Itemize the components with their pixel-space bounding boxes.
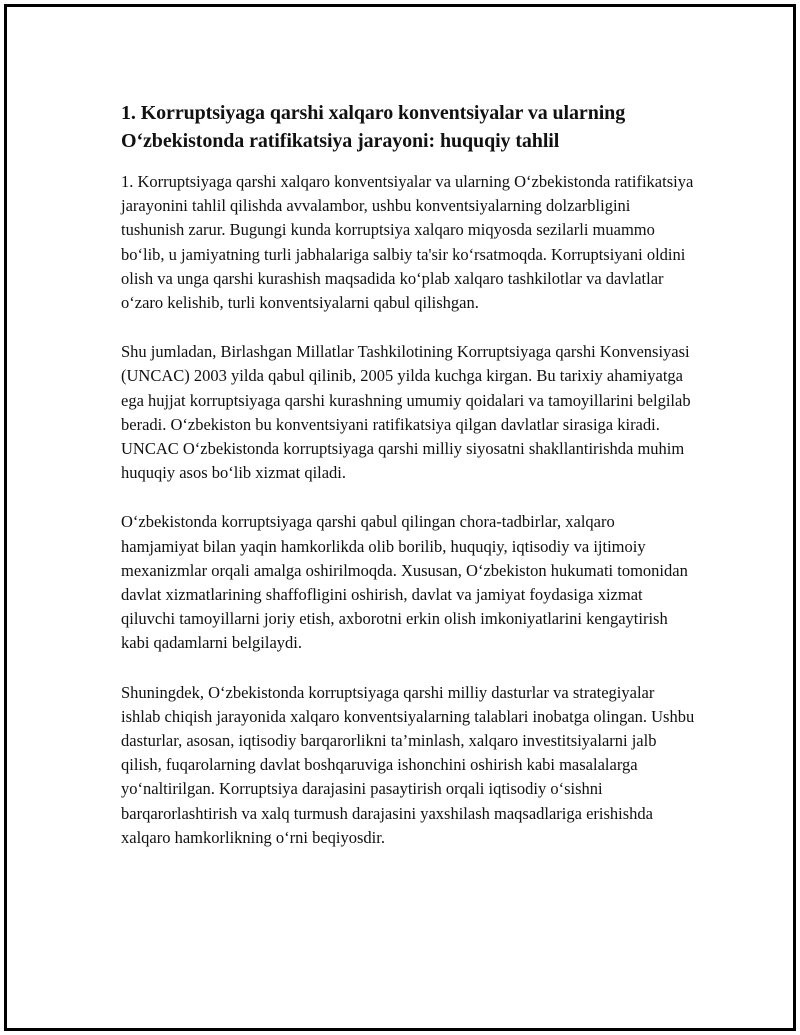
section-heading: 1. Korruptsiyaga qarshi xalqaro konventsiyalar va ularning O‘zbekistonda ratifikatsiya jarayoni: huquqiy tahlil: [121, 102, 626, 152]
paragraph-1: 1. Korruptsiyaga qarshi xalqaro konventsiyalar va ularning O‘zbekistonda ratifikatsiya jarayonini tahlil qilishda avvalambor, ushbu konventsiyalarning dolzarbligini tushunish zarur. Bugungi kunda korruptsiya xalqaro miqyosda sezilarli muammo bo‘lib, u jamiyatning turli jabhalariga salbiy ta'sir ko‘rsatmoqda. Korruptsiyani oldini olish va unga qarshi kurashish maqsadida ko‘plab xalqaro tashkilotlar va davlatlar o‘zaro kelishib, turli konventsiyalarni qabul qilishgan.: [121, 172, 694, 313]
document-body: [121, 99, 695, 875]
paragraph-4: Shuningdek, O‘zbekistonda korruptsiyaga qarshi milliy dasturlar va strategiyalar ishlab chiqish jarayonida xalqaro konventsiyalarning talablari inobatga olingan. Ushbu dasturlar, asosan, iqtisodiy barqarorlikni ta’minlash, xalqaro investitsiyalarni jalb qilish, fuqarolarning davlat boshqaruviga ishonchini oshirish kabi masalalarga yo‘naltirilgan. Korruptsiya darajasini pasaytirish orqali iqtisodiy o‘sishni barqarorlashtirish va xalq turmush darajasini yaxshilash maqsadlariga erishishda xalqaro hamkorlikning o‘rni beqiyosdir.: [121, 682, 695, 847]
document-page: [4, 4, 796, 1031]
paragraph-2: Shu jumladan, Birlashgan Millatlar Tashkilotining Korruptsiyaga qarshi Konvensiyasi (UNCAC) 2003 yilda qabul qilinib, 2005 yilda kuchga kirgan. Bu tarixiy ahamiyatga ega hujjat korruptsiyaga qarshi kurashning umumiy qoidalari va tamoyillarini belgilab beradi. O‘zbekiston bu konventsiyani ratifikatsiya qilgan davlatlar sirasiga kiradi. UNCAC O‘zbekistonda korruptsiyaga qarshi milliy siyosatni shakllantirishda muhim huquqiy asos bo‘lib xizmat qiladi.: [121, 342, 691, 483]
paragraph-3: O‘zbekistonda korruptsiyaga qarshi qabul qilingan chora-tadbirlar, xalqaro hamjamiyat bilan yaqin hamkorlikda olib borilib, huquqiy, iqtisodiy va ijtimoiy mexanizmlar orqali amalga oshirilmoqda. Xususan, O‘zbekiston hukumati tomonidan davlat xizmatlarining shaffofligini oshirish, davlat va jamiyat foydasiga xizmat qiluvchi tamoyillarni joriy etish, axborotni erkin olish imkoniyatlarini kengaytirish kabi qadamlarni belgilaydi.: [121, 512, 688, 653]
